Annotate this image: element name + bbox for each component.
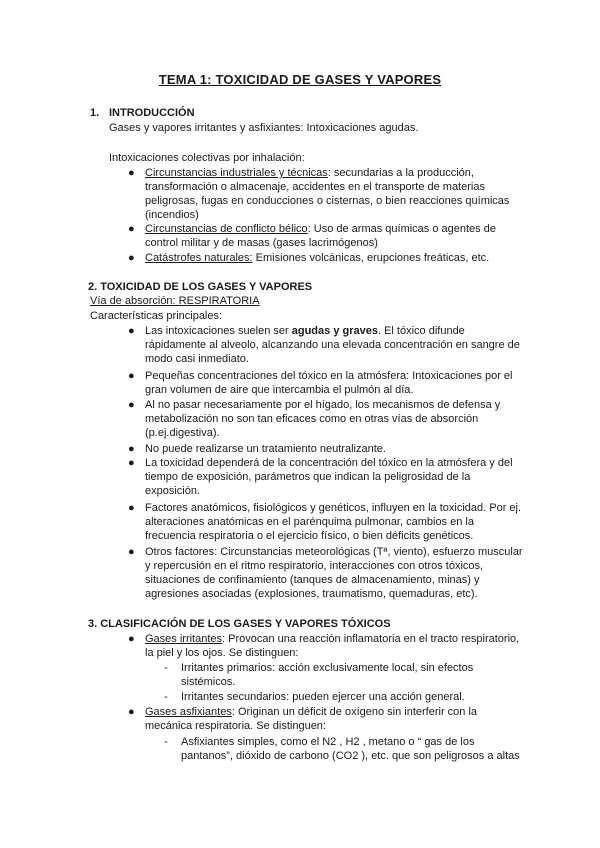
- line: y repercusión en el ritmo respiratorio, interacciones con otros tóxicos,: [145, 560, 484, 572]
- list-item-text: [145, 222, 496, 236]
- line: mecánica respiratoria. Se distinguen:: [145, 720, 326, 732]
- line: alteraciones anatómicas en el parénquima pulmonar, cambios en la: [145, 516, 474, 528]
- term: Gases asfixiantes: [145, 706, 232, 718]
- line: tiempo de exposición, parámetros que indican la peligrosidad de la: [145, 471, 471, 483]
- sep: :: [327, 167, 331, 179]
- line: rápidamente al alveolo, alcanzando una elevada concentración en sangre de: [145, 339, 520, 351]
- line: : Provocan una reacción inflamatoria en el tracto respiratorio,: [222, 633, 520, 645]
- dash-icon: -: [164, 691, 168, 703]
- absorption-route: Vía de absorción: RESPIRATORIA: [90, 295, 260, 307]
- line: (p.ej.digestiva).: [145, 427, 220, 439]
- line: Asfixiantes simples, como el N2 , H2 , metano o “ gas de los: [181, 736, 475, 748]
- list-item-text: [145, 632, 519, 646]
- list-item-text: [145, 166, 474, 180]
- sep: :: [307, 223, 311, 235]
- bullet-icon: ●: [128, 457, 135, 469]
- line: No puede realizarse un tratamiento neutralizante.: [145, 443, 386, 455]
- line: Factores anatómicos, fisiológicos y genéticos, influyen en la toxicidad. Por ej.: [145, 502, 522, 514]
- line: situaciones de confinamiento (tanques de almacenamiento, minas) y: [145, 574, 480, 586]
- section-1-heading: INTRODUCCIÓN: [109, 107, 195, 119]
- bullet-icon: ●: [128, 502, 135, 514]
- bullet-icon: ●: [128, 167, 135, 179]
- line: agresiones asociadas (explosiones, traumatismo, quemaduras, etc).: [145, 588, 478, 600]
- section-1-lead: Intoxicaciones colectivas por inhalación:: [109, 152, 305, 164]
- line: Emisiones volcánicas, erupciones freáticas, etc.: [252, 252, 490, 264]
- line: peligrosas, fugas en conducciones o cisternas, o bien reacciones químicas: [145, 195, 510, 207]
- section-1-intro: Gases y vapores irritantes y asfixiantes: Intoxicaciones agudas.: [109, 122, 419, 134]
- list-item-text: [145, 324, 465, 338]
- bullet-icon: ●: [128, 252, 135, 264]
- line: frecuencia respiratoria o el ejercicio físico, o bien déficits genéticos.: [145, 530, 474, 542]
- line: control militar y de masas (gases lacrimógenos): [145, 237, 378, 249]
- term: Circunstancias industriales y técnicas: [145, 167, 328, 179]
- line: la piel y los ojos. Se distinguen:: [145, 647, 299, 659]
- line: : Originan un déficit de oxígeno sin interferir con la: [231, 706, 478, 718]
- line: Uso de armas químicas o agentes de: [310, 223, 496, 235]
- section-3-heading: 3. CLASIFICACIÓN DE LOS GASES Y VAPORES TÓXICOS: [88, 618, 391, 630]
- section-1-number: 1.: [90, 107, 100, 119]
- line: Pequeñas concentraciones del tóxico en la atmósfera: Intoxicaciones por el: [145, 370, 513, 382]
- bullet-icon: ●: [128, 706, 135, 718]
- bullet-icon: ●: [128, 546, 135, 558]
- line: gran volumen de aire que intercambia el pulmón al día.: [145, 384, 414, 396]
- term: Gases irritantes: [145, 633, 223, 645]
- line: sistémicos.: [181, 676, 236, 688]
- document-title: TEMA 1: TOXICIDAD DE GASES Y VAPORES: [158, 72, 442, 87]
- line: Otros factores: Circunstancias meteorológicas (Tª, viento), esfuerzo muscular: [145, 546, 523, 558]
- term: Catástrofes naturales:: [145, 252, 253, 264]
- section-2-lead: Características principales:: [90, 310, 223, 322]
- bullet-icon: ●: [128, 325, 135, 337]
- bullet-icon: ●: [128, 443, 135, 455]
- line: Irritantes secundarios: pueden ejercer una acción general.: [181, 691, 465, 703]
- bullet-icon: ●: [128, 370, 135, 382]
- bold-text: agudas y graves: [291, 325, 378, 337]
- line: secundarias a la producción,: [330, 167, 474, 179]
- line: Las intoxicaciones suelen ser: [145, 325, 292, 337]
- line: Irritantes primarios: acción exclusivamente local, sin efectos: [181, 662, 474, 674]
- line: transformación o almacenaje, accidentes en el transporte de materias: [145, 181, 485, 193]
- bullet-icon: ●: [128, 223, 135, 235]
- line: pantanos”, dióxido de carbono (CO2 ), etc. que son peligrosos a altas: [181, 750, 520, 762]
- term: Circunstancias de conflicto bélico: [145, 223, 308, 235]
- bullet-icon: ●: [128, 633, 135, 645]
- line: (incendios): [145, 209, 199, 221]
- line: La toxicidad dependerá de la concentración del tóxico en la atmósfera y del: [145, 457, 513, 469]
- dash-icon: -: [164, 736, 168, 748]
- line: modo casi inmediato.: [145, 353, 249, 365]
- line: exposición.: [145, 485, 201, 497]
- list-item-text: [145, 251, 489, 265]
- dash-icon: -: [164, 662, 168, 674]
- line: . El tóxico difunde: [377, 325, 465, 337]
- line: metabolización no son tan eficaces como en otras vías de absorción: [145, 413, 479, 425]
- line: Al no pasar necesariamente por el hígado, los mecanismos de defensa y: [145, 399, 501, 411]
- bullet-icon: ●: [128, 399, 135, 411]
- list-item-text: [145, 705, 477, 719]
- section-2-heading: 2. TOXICIDAD DE LOS GASES Y VAPORES: [88, 281, 313, 293]
